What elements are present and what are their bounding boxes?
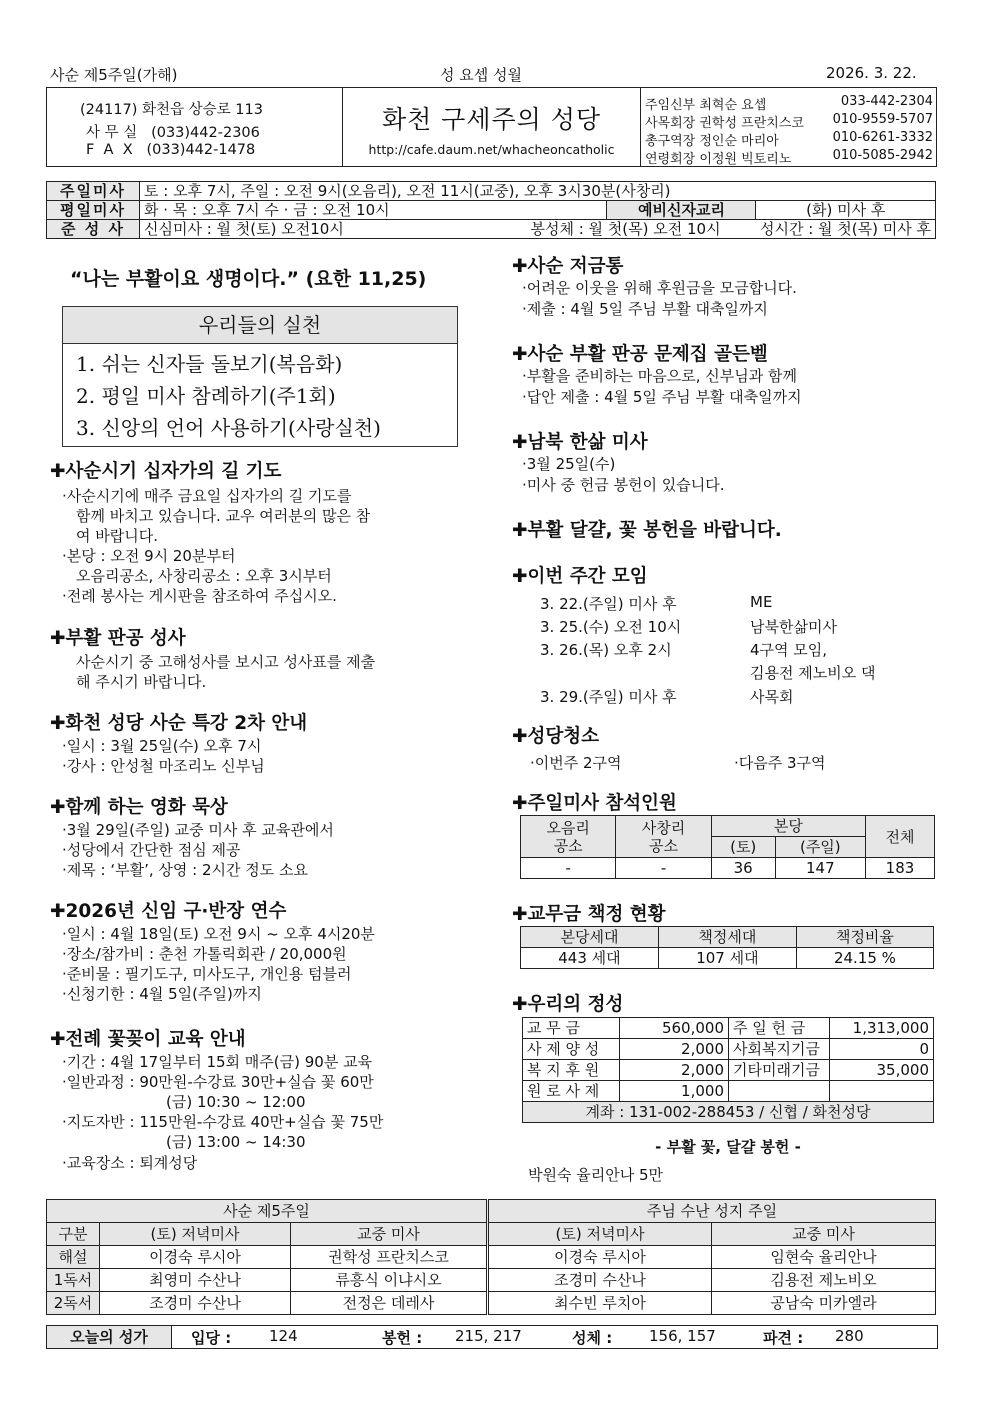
text-line: ·답안 제출 : 4월 5일 주님 부활 대축일까지	[522, 388, 802, 406]
weekday-mass-label: 평일미사	[47, 201, 140, 220]
bank-account: 계좌 : 131-002-288453 / 신협 / 화천성당	[523, 1102, 934, 1123]
section-stations-title: ✚사순시기 십자가의 길 기도	[50, 461, 282, 482]
text-line: ·기간 : 4월 17일부터 15회 매주(금) 90분 교육	[62, 1053, 373, 1071]
roster-cell: 조경미 수산나	[488, 1269, 712, 1292]
offer-label	[729, 1081, 830, 1102]
practice-item: 2. 평일 미사 참례하기(주1회)	[76, 384, 336, 408]
meeting-event: 남북한삶미사	[750, 618, 837, 636]
cleaning-this-week: ·이번주 2구역	[530, 754, 622, 772]
text-line: ·일시 : 3월 25일(수) 오후 7시	[62, 737, 262, 755]
roster-cell: 이경숙 루시아	[100, 1246, 291, 1269]
contact-role: 주임신부 최혁순 요셉	[645, 98, 767, 113]
header-cell: (토) 저녁미사	[488, 1223, 712, 1246]
text-line: ·교육장소 : 퇴계성당	[62, 1154, 198, 1172]
contact-row	[645, 130, 933, 149]
flower-donor: 박원숙 율리안나 5만	[528, 1166, 664, 1184]
offer-label: 사회복지기금	[729, 1039, 830, 1060]
text-line: ·3월 29일(주일) 교중 미사 후 교육관에서	[62, 821, 334, 839]
todays-hymns-bar	[46, 1325, 938, 1349]
offertory-label: 봉헌 :	[382, 1329, 423, 1347]
section-unification-mass-title: ✚남북 한삶 미사	[512, 432, 648, 453]
cross-icon: ✚	[512, 994, 528, 1015]
cross-icon: ✚	[512, 432, 528, 453]
text-line: 여 바랍니다.	[76, 527, 158, 545]
text-line: 함께 바치고 있습니다. 교우 여러분의 많은 참	[76, 507, 371, 525]
devotion-mass: 신심미사 : 월 첫(토) 오전10시	[140, 220, 501, 239]
text-line: 오음리공소, 사창리공소 : 오후 3시부터	[76, 567, 332, 585]
value-cell: 24.15 %	[796, 948, 933, 969]
contact-row	[645, 94, 933, 113]
cleaning-next-week: ·다음주 3구역	[734, 754, 826, 772]
cross-icon: ✚	[512, 904, 528, 925]
dues-table	[520, 926, 934, 969]
catechumen-time: (화) 미사 후	[756, 201, 936, 220]
contact-phone: 010-5085-2942	[832, 148, 933, 163]
offer-amount: 35,000	[830, 1060, 934, 1081]
table-row	[47, 1269, 936, 1292]
value-cell: 36	[711, 858, 775, 879]
value-cell: -	[616, 858, 711, 879]
text-line: ·준비물 : 필기도구, 미사도구, 개인용 텀블러	[62, 965, 352, 983]
text-line: (금) 10:30 ~ 12:00	[166, 1093, 306, 1111]
scripture-quote: “나는 부활이요 생명이다.” (요한 11,25)	[70, 268, 427, 290]
home-communion: 봉성체 : 월 첫(목) 오전 10시	[500, 220, 756, 239]
roster-week-current: 사순 제5주일	[47, 1200, 488, 1223]
roster-cell: 최수빈 루치아	[488, 1292, 712, 1315]
text-line: ·장소/참가비 : 춘천 가톨릭회관 / 20,000원	[62, 945, 347, 963]
offer-amount: 1,313,000	[830, 1018, 934, 1039]
header-box	[46, 87, 937, 167]
practice-item: 1. 쉬는 신자들 돌보기(복음화)	[76, 352, 343, 376]
offer-amount: 2,000	[620, 1060, 729, 1081]
church-title-block	[343, 88, 641, 166]
section-attendance-title: ✚주일미사 참석인원	[512, 793, 677, 814]
hymns-label: 오늘의 성가	[47, 1326, 172, 1348]
entrance-hymn: 124	[269, 1327, 298, 1345]
offer-label: 주 일 헌 금	[729, 1018, 830, 1039]
header-cell: (토) 저녁미사	[100, 1223, 291, 1246]
value-cell: -	[521, 858, 616, 879]
section-golden-bell-title: ✚사순 부활 판공 문제집 골든벨	[512, 344, 768, 365]
contact-phone: 033-442-2304	[840, 94, 933, 109]
section-lent-box-title: ✚사순 저금통	[512, 256, 624, 277]
roster-cell: 권학성 프란치스코	[291, 1246, 488, 1269]
meeting-event: 4구역 모임,	[750, 641, 828, 659]
cross-icon: ✚	[50, 628, 66, 649]
offer-amount	[830, 1081, 934, 1102]
church-name: 화천 구세주의 성당	[381, 105, 602, 134]
section-flower-class-title: ✚전례 꽃꽂이 교육 안내	[50, 1029, 246, 1050]
header-cell: (주일)	[775, 837, 865, 858]
roster-role: 해설	[47, 1246, 100, 1269]
section-confession-title: ✚부활 판공 성사	[50, 628, 186, 649]
offer-label: 원 로 사 제	[523, 1081, 620, 1102]
cross-icon: ✚	[50, 461, 66, 482]
header-cell: 사창리 공소	[616, 816, 711, 858]
offertory-hymn: 215, 217	[455, 1327, 522, 1345]
section-cleaning-title: ✚성당청소	[512, 726, 599, 747]
address-block	[47, 88, 343, 166]
office-phone: 사 무 실 (033)442-2306	[86, 125, 260, 141]
address: (24117) 화천읍 상승로 113	[80, 102, 263, 118]
church-url[interactable]: http://cafe.daum.net/whacheoncatholic	[368, 142, 615, 157]
text-line: ·어려운 이웃을 위해 후원금을 모금합니다.	[522, 279, 797, 297]
roster-cell: 이경숙 루시아	[488, 1246, 712, 1269]
meeting-event: ME	[750, 593, 773, 611]
bulletin-date: 2026. 3. 22.	[826, 64, 917, 82]
header-cell: (토)	[711, 837, 775, 858]
meeting-date: 3. 22.(주일) 미사 후	[540, 595, 677, 613]
roster-cell: 조경미 수산나	[100, 1292, 291, 1315]
text-line: ·3월 25일(수)	[522, 455, 616, 473]
cross-icon: ✚	[512, 344, 528, 365]
holy-hour: 성시간 : 월 첫(목) 미사 후	[756, 220, 936, 239]
header-cell: 교중 미사	[291, 1223, 488, 1246]
roster-cell: 류흥식 이냐시오	[291, 1269, 488, 1292]
dismissal-label: 파견 :	[763, 1329, 804, 1347]
contact-phone: 010-6261-3332	[832, 130, 933, 145]
table-row	[47, 1292, 936, 1315]
header-cell: 본당	[711, 816, 865, 837]
header-cell: 구분	[47, 1223, 100, 1246]
text-line: ·전례 봉사는 게시판을 참조하여 주십시오.	[62, 587, 337, 605]
practice-item: 3. 신앙의 언어 사용하기(사랑실천)	[76, 416, 381, 440]
liturgical-week: 사순 제5주일(가해)	[50, 66, 178, 84]
section-lecture-title: ✚화천 성당 사순 특강 2차 안내	[50, 713, 308, 734]
section-easter-offering-title: ✚부활 달걀, 꽃 봉헌을 바랍니다.	[512, 520, 782, 541]
cross-icon: ✚	[512, 566, 528, 587]
roster-cell: 전정은 데레사	[291, 1292, 488, 1315]
sunday-mass-times: 토 : 오후 7시, 주일 : 오전 9시(오음리), 오전 11시(교중), 오후 3시30분(사창리)	[140, 182, 936, 201]
offer-amount: 560,000	[620, 1018, 729, 1039]
offer-label: 사 제 양 성	[523, 1039, 620, 1060]
text-line: 사순시기 중 고해성사를 보시고 성사표를 제출	[76, 653, 376, 671]
section-meetings-title: ✚이번 주간 모임	[512, 566, 648, 587]
offer-label: 교 무 금	[523, 1018, 620, 1039]
value-cell: 107 세대	[658, 948, 796, 969]
text-line: ·부활을 준비하는 마음으로, 신부님과 함께	[522, 367, 797, 385]
sunday-mass-label: 주일미사	[47, 182, 140, 201]
communion-label: 성체 :	[572, 1329, 613, 1347]
weekday-mass-times: 화 · 목 : 오후 7시 수 · 금 : 오전 10시	[140, 201, 607, 220]
header-cell: 책정비율	[796, 927, 933, 948]
header-cell: 교중 미사	[712, 1223, 936, 1246]
contact-role: 사목회장 권학성 프란치스코	[645, 116, 804, 131]
contact-role: 연령회장 이정원 빅토리노	[645, 152, 792, 167]
text-line: ·성당에서 간단한 점심 제공	[62, 841, 241, 859]
value-cell: 147	[775, 858, 865, 879]
roster-cell: 최영미 수산나	[100, 1269, 291, 1292]
text-line: ·지도자반 : 115만원-수강료 40만+실습 꽃 75만	[62, 1113, 384, 1131]
cross-icon: ✚	[50, 797, 66, 818]
offerings-table	[522, 1017, 934, 1123]
meeting-event: 김용전 제노비오 댁	[750, 664, 876, 682]
roster-cell: 공남숙 미카엘라	[712, 1292, 936, 1315]
meeting-event: 사목회	[750, 688, 794, 706]
header-cell: 책정세대	[658, 927, 796, 948]
header-cell: 오음리 공소	[521, 816, 616, 858]
roster-role: 2독서	[47, 1292, 100, 1315]
meeting-date: 3. 25.(수) 오전 10시	[540, 618, 682, 636]
mass-schedule-table	[46, 181, 936, 239]
cross-icon: ✚	[512, 256, 528, 277]
offer-amount: 1,000	[620, 1081, 729, 1102]
value-cell: 443 세대	[521, 948, 659, 969]
section-training-title: ✚2026년 신임 구·반장 연수	[50, 901, 287, 922]
catechumen-label: 예비신자교리	[607, 201, 756, 220]
cross-icon: ✚	[50, 901, 66, 922]
contact-row	[645, 112, 933, 131]
header-cell: 전체	[865, 816, 934, 858]
attendance-table	[520, 815, 935, 879]
text-line: ·사순시기에 매주 금요일 십자가의 길 기도를	[62, 487, 352, 505]
liturgy-roster-table	[46, 1199, 936, 1315]
practice-box	[62, 306, 458, 447]
sacrament-label: 준 성 사	[47, 220, 140, 239]
flower-offering-title: - 부활 꽃, 달걀 봉헌 -	[655, 1138, 801, 1156]
text-line: ·강사 : 안성철 마조리노 신부님	[62, 757, 265, 775]
section-dues-title: ✚교무금 책정 현황	[512, 904, 666, 925]
header-cell: 본당세대	[521, 927, 659, 948]
section-movie-title: ✚함께 하는 영화 묵상	[50, 797, 228, 818]
communion-hymn: 156, 157	[649, 1327, 716, 1345]
roster-cell: 김용전 제노비오	[712, 1269, 936, 1292]
section-offerings-title: ✚우리의 정성	[512, 994, 624, 1015]
offer-label: 복 지 후 원	[523, 1060, 620, 1081]
text-line: ·일시 : 4월 18일(토) 오전 9시 ~ 오후 4시20분	[62, 925, 375, 943]
roster-week-next: 주님 수난 성지 주일	[488, 1200, 936, 1223]
dismissal-hymn: 280	[835, 1327, 864, 1345]
cross-icon: ✚	[512, 520, 528, 541]
text-line: (금) 13:00 ~ 14:30	[166, 1133, 306, 1151]
entrance-label: 입당 :	[191, 1329, 232, 1347]
contact-role: 총구역장 정인순 마리아	[645, 134, 779, 149]
practice-title: 우리들의 실천	[63, 307, 457, 344]
text-line: ·본당 : 오전 9시 20분부터	[62, 547, 236, 565]
roster-cell: 임현숙 율리안나	[712, 1246, 936, 1269]
cross-icon: ✚	[512, 726, 528, 747]
contact-phone: 010-9559-5707	[832, 112, 933, 127]
value-cell: 183	[865, 858, 934, 879]
roster-role: 1독서	[47, 1269, 100, 1292]
table-row	[47, 1246, 936, 1269]
cross-icon: ✚	[50, 713, 66, 734]
text-line: ·미사 중 헌금 봉헌이 있습니다.	[522, 476, 725, 494]
meeting-date: 3. 29.(주일) 미사 후	[540, 688, 677, 706]
text-line: ·신청기한 : 4월 5일(주일)까지	[62, 985, 262, 1003]
contacts-block	[641, 88, 936, 166]
meeting-date: 3. 26.(목) 오후 2시	[540, 641, 672, 659]
offer-amount: 2,000	[620, 1039, 729, 1060]
text-line: ·제출 : 4월 5일 주님 부활 대축일까지	[522, 300, 768, 318]
offer-label: 기타미래기금	[729, 1060, 830, 1081]
text-line: 해 주시기 바랍니다.	[76, 673, 207, 691]
fax-number: F A X (033)442-1478	[86, 142, 256, 158]
contact-row	[645, 148, 933, 167]
month-dedication: 성 요셉 성월	[440, 66, 522, 84]
cross-icon: ✚	[50, 1029, 66, 1050]
text-line: ·일반과정 : 90만원-수강료 30만+실습 꽃 60만	[62, 1073, 374, 1091]
cross-icon: ✚	[512, 793, 528, 814]
offer-amount: 0	[830, 1039, 934, 1060]
text-line: ·제목 : ‘부활’, 상영 : 2시간 정도 소요	[62, 861, 308, 879]
